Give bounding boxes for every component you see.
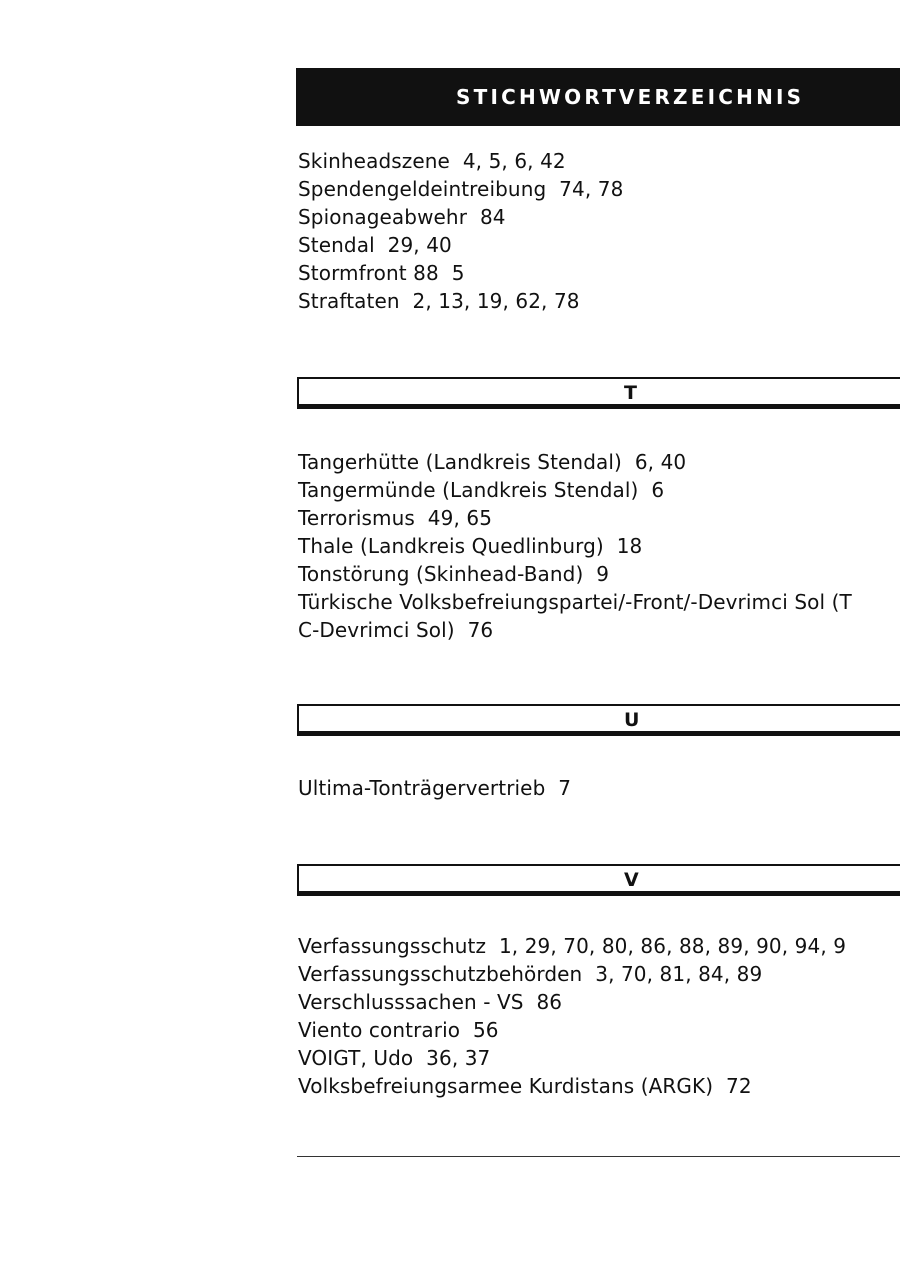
index-entry: Volksbefreiungsarmee Kurdistans (ARGK) 72 xyxy=(298,1074,752,1098)
index-entry: Verschlusssachen - VS 86 xyxy=(298,990,563,1014)
index-entry: Türkische Volksbefreiungspartei/-Front/-Devrimci Sol (T xyxy=(298,590,852,614)
index-entry: Thale (Landkreis Quedlinburg) 18 xyxy=(298,534,643,558)
index-entry: Stormfront 88 5 xyxy=(298,261,465,285)
section-letter: V xyxy=(624,869,639,891)
entry-list-s xyxy=(298,147,623,315)
index-entry: Viento contrario 56 xyxy=(298,1018,499,1042)
entry-list-t xyxy=(298,448,852,644)
index-entry: Spendengeldeintreibung 74, 78 xyxy=(298,177,624,201)
index-entry: Tonstörung (Skinhead-Band) 9 xyxy=(298,562,610,586)
index-entry: Straftaten 2, 13, 19, 62, 78 xyxy=(298,289,580,313)
index-entry: Verfassungsschutz 1, 29, 70, 80, 86, 88, 89, 90, 94, 9 xyxy=(298,934,847,958)
index-entry: Ultima-Tonträgervertrieb 7 xyxy=(298,776,572,800)
index-entry: Skinheadszene 4, 5, 6, 42 xyxy=(298,149,566,173)
index-entry: C-Devrimci Sol) 76 xyxy=(298,618,494,642)
entry-list-u xyxy=(298,774,571,802)
section-header-u xyxy=(297,704,900,736)
index-entry: Terrorismus 49, 65 xyxy=(298,506,493,530)
bottom-divider xyxy=(297,1156,900,1157)
index-entry: Verfassungsschutzbehörden 3, 70, 81, 84, 89 xyxy=(298,962,763,986)
index-entry: Tangerhütte (Landkreis Stendal) 6, 40 xyxy=(298,450,687,474)
index-entry: VOIGT, Udo 36, 37 xyxy=(298,1046,491,1070)
section-header-t xyxy=(297,377,900,409)
index-title: STICHWORTVERZEICHNIS xyxy=(456,85,805,109)
section-letter: U xyxy=(624,709,640,731)
index-entry: Spionageabwehr 84 xyxy=(298,205,506,229)
index-entry: Tangermünde (Landkreis Stendal) 6 xyxy=(298,478,665,502)
section-header-v xyxy=(297,864,900,896)
section-letter: T xyxy=(624,382,637,404)
index-entry: Stendal 29, 40 xyxy=(298,233,452,257)
index-header-bar xyxy=(296,68,900,126)
entry-list-v xyxy=(298,932,846,1100)
